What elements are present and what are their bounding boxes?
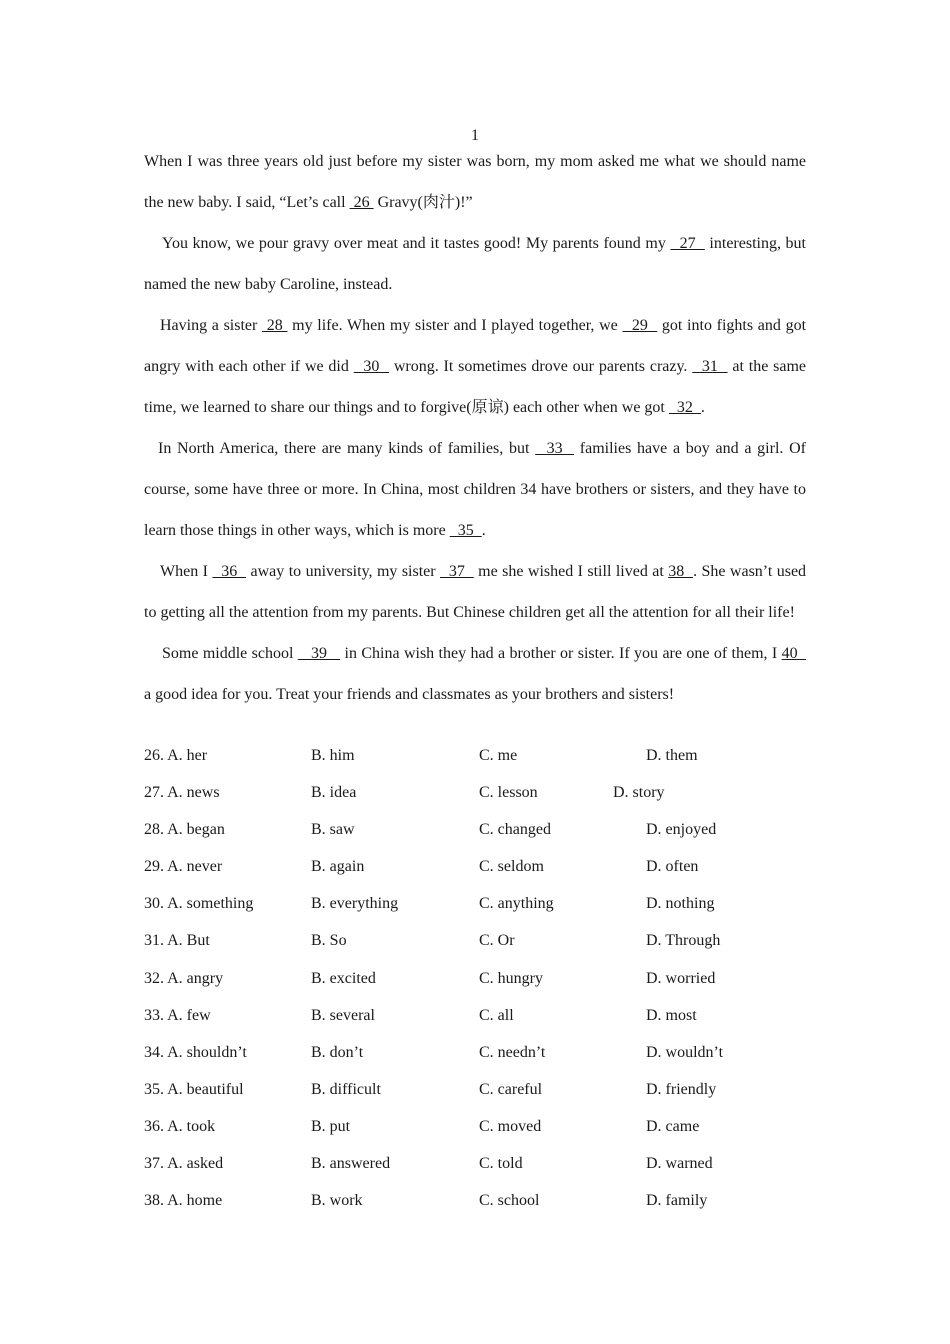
option-a: 38. A. home xyxy=(144,1192,223,1210)
text-segment: In North America, there are many kinds of families, but xyxy=(158,440,536,457)
text-segment: . She wasn’t used to getting all the attention from my parents. But Chinese children get all the attention for all their life! xyxy=(144,563,807,621)
question-28-options xyxy=(144,811,844,848)
option-b: B. don’t xyxy=(311,1043,364,1061)
paragraph-2 xyxy=(144,223,806,305)
blank-26: 26 xyxy=(349,194,374,211)
blank-29: 29 xyxy=(622,317,658,334)
blank-39: 39 xyxy=(297,645,341,662)
option-a: 26. A. her xyxy=(144,747,208,764)
option-b: B. several xyxy=(311,1006,375,1024)
text-segment: Some middle school xyxy=(162,645,298,662)
option-b: B. again xyxy=(311,858,365,876)
blank-27: 27 xyxy=(670,235,705,252)
blank-31: 31 xyxy=(692,358,728,375)
option-c: C. needn’t xyxy=(479,1043,546,1061)
text-segment: When I was three years old just before my sister was born, my mom asked me what we should name the new baby. I said, “Let’s call xyxy=(144,153,806,211)
option-b: B. saw xyxy=(311,821,355,839)
text-segment: . xyxy=(481,522,486,539)
paragraph-1 xyxy=(144,141,806,223)
option-d: D. Through xyxy=(646,932,721,950)
text-segment: When I xyxy=(160,563,213,580)
option-a: 36. A. took xyxy=(144,1117,216,1135)
blank-33: 33 xyxy=(535,440,575,457)
text-segment: in China wish they had a brother or sister. If you are one of them, I xyxy=(340,645,782,662)
option-b: B. everything xyxy=(311,895,399,913)
option-a: 29. A. never xyxy=(144,858,223,876)
question-34-options xyxy=(144,1034,844,1071)
option-d: D. nothing xyxy=(646,895,715,913)
question-27-options xyxy=(144,774,844,811)
cloze-passage xyxy=(144,141,806,715)
option-a: 28. A. began xyxy=(144,821,225,839)
text-segment: You know, we pour gravy over meat and it tastes good! My parents found my xyxy=(162,235,671,252)
option-b: B. So xyxy=(311,932,347,950)
option-d: D. often xyxy=(646,858,699,876)
question-38-options xyxy=(144,1182,844,1219)
option-c: C. told xyxy=(479,1155,523,1173)
option-a: 27. A. news xyxy=(144,784,220,802)
option-b: B. difficult xyxy=(311,1080,381,1098)
option-c: C. lesson xyxy=(479,784,538,802)
option-a: 32. A. angry xyxy=(144,969,224,987)
blank-38: 38 xyxy=(668,563,694,580)
option-c: C. Or xyxy=(479,932,515,950)
question-32-options xyxy=(144,960,844,997)
option-c: C. hungry xyxy=(479,969,543,987)
option-a: 34. A. shouldn’t xyxy=(144,1043,247,1061)
question-31-options xyxy=(144,922,844,959)
question-37-options xyxy=(144,1145,844,1182)
option-c: C. seldom xyxy=(479,858,544,876)
option-d: D. story xyxy=(613,784,665,802)
option-d: D. worried xyxy=(646,969,716,987)
paragraph-6 xyxy=(144,633,806,715)
text-segment: me she wished I still lived at xyxy=(473,563,669,580)
text-segment: my life. When my sister and I played together, we xyxy=(287,317,623,334)
option-d: D. friendly xyxy=(646,1080,717,1098)
question-33-options xyxy=(144,997,844,1034)
paragraph-3 xyxy=(144,305,806,428)
option-d: D. enjoyed xyxy=(646,821,717,839)
blank-37: 37 xyxy=(440,563,474,580)
option-d: D. them xyxy=(646,747,698,764)
option-c: C. careful xyxy=(479,1080,543,1098)
option-d: D. wouldn’t xyxy=(646,1043,724,1061)
paragraph-5 xyxy=(144,551,806,633)
option-c: C. school xyxy=(479,1192,540,1210)
option-d: D. family xyxy=(646,1192,708,1210)
question-26-options xyxy=(144,737,844,774)
option-c: C. me xyxy=(479,747,518,764)
blank-40: 40 xyxy=(781,645,807,662)
option-b: B. idea xyxy=(311,784,357,802)
text-segment: Having a sister xyxy=(160,317,263,334)
question-36-options xyxy=(144,1108,844,1145)
text-segment: interesting, but named the new baby Caroline, instead. xyxy=(144,235,807,293)
question-35-options xyxy=(144,1071,844,1108)
text-segment: . xyxy=(700,399,705,416)
page-number: 1 xyxy=(471,127,479,144)
text-segment: a good idea for you. Treat your friends and classmates as your brothers and sisters! xyxy=(144,686,675,703)
blank-30: 30 xyxy=(353,358,390,375)
option-a: 35. A. beautiful xyxy=(144,1080,244,1098)
option-c: C. anything xyxy=(479,895,554,913)
option-c: C. moved xyxy=(479,1117,542,1135)
paragraph-4 xyxy=(144,428,806,551)
option-a: 37. A. asked xyxy=(144,1155,224,1173)
text-segment: got into fights and got angry with each other if we did xyxy=(144,317,807,375)
option-b: B. work xyxy=(311,1192,363,1210)
blank-28: 28 xyxy=(262,317,288,334)
option-a: 31. A. But xyxy=(144,932,210,950)
text-segment: Gravy(肉汁)!” xyxy=(373,194,473,211)
text-segment: families have a boy and a girl. Of course, some have three or more. In China, most children 34 have brothers or sisters, and they have to learn those things in other ways, which is more xyxy=(144,440,807,539)
blank-32: 32 xyxy=(668,399,701,416)
blank-36: 36 xyxy=(212,563,247,580)
question-30-options xyxy=(144,885,844,922)
option-b: B. him xyxy=(311,747,355,764)
text-segment: wrong. It sometimes drove our parents crazy. xyxy=(389,358,693,375)
blank-35: 35 xyxy=(449,522,482,539)
option-a: 33. A. few xyxy=(144,1006,211,1024)
answer-options xyxy=(144,737,844,1219)
option-b: B. answered xyxy=(311,1155,391,1173)
option-d: D. most xyxy=(646,1006,697,1024)
text-segment: at the same time, we learned to share our things and to forgive(原谅) each other when we got xyxy=(144,358,807,416)
option-b: B. put xyxy=(311,1117,351,1135)
text-segment: away to university, my sister xyxy=(246,563,441,580)
option-c: C. all xyxy=(479,1006,514,1024)
option-b: B. excited xyxy=(311,969,376,987)
option-d: D. came xyxy=(646,1117,700,1135)
question-29-options xyxy=(144,848,844,885)
option-c: C. changed xyxy=(479,821,551,839)
option-d: D. warned xyxy=(646,1155,713,1173)
option-a: 30. A. something xyxy=(144,895,254,913)
